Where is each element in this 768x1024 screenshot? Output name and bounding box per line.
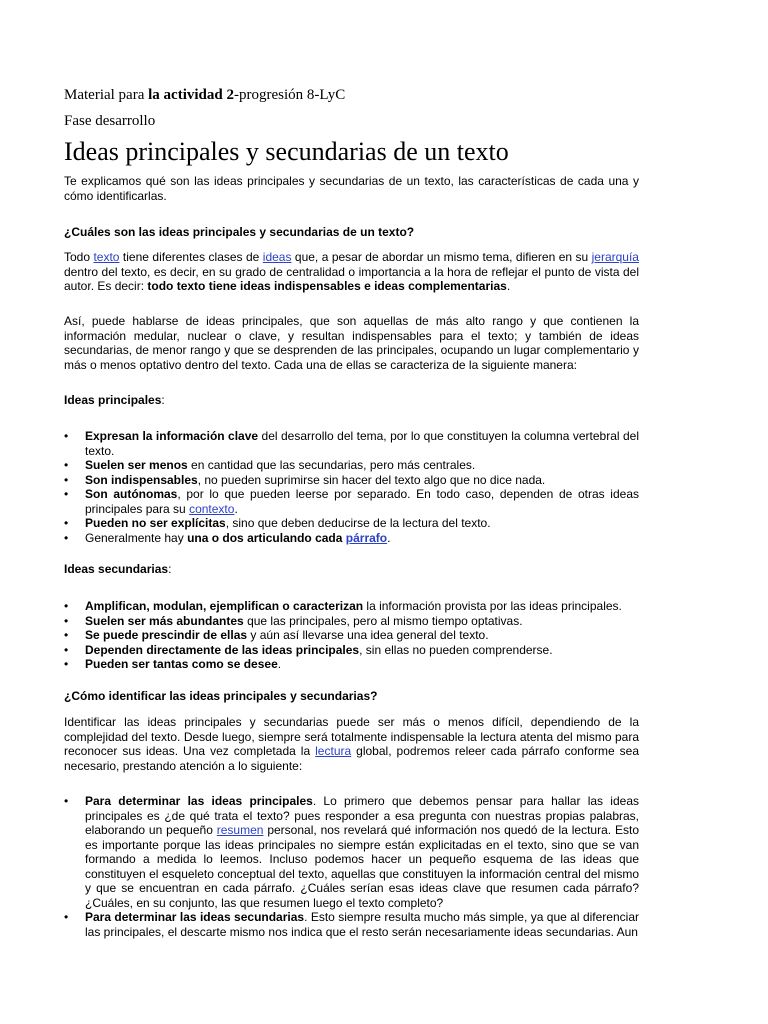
question-heading-2: ¿Cómo identificar las ideas principales y secundarias? (64, 689, 378, 703)
heading-colon: : (161, 393, 165, 407)
text-span: dentro del texto, es decir, en su grado de centralidad o importancia a la hora de reflejar el punto de vista del autor. Es decir: (64, 264, 639, 293)
text-span: . Lo primero que debemos pensar para hallar las ideas principales es ¿de qué trata el texto? pues responder a esa pregunta con nuestras propias palabras, elaborando un pequeño (85, 794, 639, 837)
text-span: , por lo que pueden leerse por separado. En todo caso, dependen de otras ideas principales para su (85, 487, 639, 516)
link-parrafo[interactable]: párrafo (345, 530, 388, 545)
link-resumen[interactable]: resumen (216, 823, 264, 837)
intro-paragraph: Te explicamos qué son las ideas principales y secundarias de un texto, las características de cada una y cómo identificarlas. (64, 174, 639, 203)
list-item (64, 794, 639, 910)
bold-span: todo texto tiene ideas indispensables e ideas complementarias (147, 279, 507, 293)
bullet-icon: • (64, 458, 69, 472)
list-item (64, 910, 639, 939)
bold-span: Dependen directamente de las ideas principales (85, 642, 360, 657)
text-span: Generalmente hay (85, 530, 188, 545)
bold-span: Pueden no ser explícitas (85, 516, 226, 530)
question-heading-1: ¿Cuáles son las ideas principales y secundarias de un texto? (64, 225, 415, 239)
bold-span: Suelen ser más abundantes (85, 613, 244, 628)
bullet-icon: • (64, 794, 69, 808)
text-span: personal, nos revelará qué información nos quedó de la lectura. Esto es importante porque las ideas principales no siempre están explicitadas en el texto, sino que se van formando a medida lo leemos. Incluso podemos hacer un pequeño esquema de las ideas que constituyen el esqueleto conceptual del texto, aquellas que constituyen la información central del mismo y que se encuentran en cada párrafo. ¿Cuáles serían esas ideas clave que resumen cada párrafo? ¿Cuáles, en su conjunto, las que resumen luego el texto completo? (85, 823, 640, 910)
link-ideas[interactable]: ideas (262, 250, 292, 264)
bold-span: Suelen ser menos (85, 458, 188, 472)
list-item (64, 473, 639, 488)
bullet-icon: • (64, 487, 69, 501)
material-bold: la actividad 2 (148, 87, 234, 103)
bold-span: Son autónomas (85, 487, 178, 501)
heading-text: Ideas secundarias (64, 562, 169, 576)
list-item (64, 628, 639, 643)
text-span: y aún así llevarse una idea general del texto. (247, 628, 489, 642)
text-span: . (506, 279, 511, 293)
list-item (64, 458, 639, 473)
text-span: tiene diferentes clases de (119, 250, 263, 264)
secundarias-list (64, 599, 639, 672)
bold-span: Se puede prescindir de ellas (85, 628, 248, 642)
bullet-icon: • (64, 516, 69, 530)
material-prefix: Material para (64, 87, 149, 103)
list-item (64, 614, 639, 629)
bullet-icon: • (64, 530, 69, 545)
material-line (64, 86, 345, 104)
paragraph-identificar (64, 715, 639, 773)
link-texto[interactable]: texto (93, 250, 120, 264)
paragraph-clases-ideas (64, 250, 639, 294)
heading-colon: : (168, 562, 172, 576)
list-item (64, 643, 639, 658)
text-span: . (277, 657, 282, 671)
bold-span: una o dos articulando cada (187, 530, 346, 545)
text-span: . (234, 501, 238, 516)
list-item (64, 516, 639, 531)
list-item (64, 531, 639, 546)
text-span: del desarrollo del tema, por lo que constituyen la columna vertebral del texto. (85, 429, 640, 458)
bold-span: Expresan la información clave (85, 429, 259, 443)
bullet-icon: • (64, 599, 69, 613)
bullet-icon: • (64, 613, 69, 628)
text-span: Todo (64, 250, 94, 264)
bold-span: Pueden ser tantas como se desee (85, 657, 278, 671)
list-item (64, 599, 639, 614)
paragraph-asi: Así, puede hablarse de ideas principales, que son aquellas de más alto rango y que contienen la información medular, nuclear o clave, y resultan indispensables para el texto; y también de ideas secundarias, de menor rango y que se desprenden de las principales, ocupando un lugar complementario y más o menos optativo dentro del texto. Cada una de ellas se caracteriza de la siguiente manera: (64, 314, 639, 372)
bullet-icon: • (64, 472, 69, 487)
text-span: en cantidad que las secundarias, pero más centrales. (187, 458, 476, 472)
bullet-icon: • (64, 657, 69, 671)
text-span: , sino que deben deducirse de la lectura del texto. (225, 516, 491, 530)
text-span: . (387, 530, 391, 545)
page-title: Ideas principales y secundarias de un texto (64, 137, 509, 166)
bullet-icon: • (64, 628, 69, 642)
principales-list (64, 429, 639, 545)
text-span: , no pueden suprimirse sin hacer del texto algo que no dice nada. (197, 472, 546, 487)
text-span: la información provista por las ideas principales. (363, 599, 622, 613)
steps-list (64, 794, 639, 939)
text-span: que, a pesar de abordar un mismo tema, difieren en su (291, 250, 592, 264)
list-item (64, 657, 639, 672)
bullet-icon: • (64, 642, 69, 657)
bullet-icon: • (64, 429, 69, 443)
list-item (64, 429, 639, 458)
text-span: que las principales, pero al mismo tiempo optativas. (243, 613, 523, 628)
secundarias-heading (64, 562, 639, 577)
text-span: Identificar las ideas principales y secundarias puede ser más o menos difícil, dependiendo de la complejidad del texto. Desde luego, siempre será totalmente indispensable la lectura atenta del mismo para reconocer sus ideas. Una vez completada la (64, 715, 639, 758)
bold-span: Para determinar las ideas principales (85, 794, 313, 808)
link-contexto[interactable]: contexto (189, 501, 235, 516)
text-span: , sin ellas no pueden comprenderse. (359, 642, 553, 657)
text-span: global, podremos releer cada párrafo conforme sea necesario, prestando atención a lo siguiente: (64, 744, 639, 773)
text-span: . Esto siempre resulta mucho más simple, ya que al diferenciar las principales, el descarte mismo nos indica que el resto serán necesariamente ideas secundarias. Aun (85, 910, 639, 939)
heading-text: Ideas principales (64, 393, 162, 407)
material-suffix: -progresión 8-LyC (233, 87, 346, 103)
list-item (64, 487, 639, 516)
bold-span: Son indispensables (85, 472, 198, 487)
bullet-icon: • (64, 910, 69, 924)
link-jerarquia[interactable]: jerarquía (591, 250, 639, 264)
fase-label: Fase desarrollo (64, 113, 156, 129)
principales-heading (64, 393, 639, 408)
link-lectura[interactable]: lectura (315, 744, 352, 758)
bold-span: Para determinar las ideas secundarias (85, 910, 305, 924)
bold-span: Amplifican, modulan, ejemplifican o caracterizan (85, 599, 364, 613)
